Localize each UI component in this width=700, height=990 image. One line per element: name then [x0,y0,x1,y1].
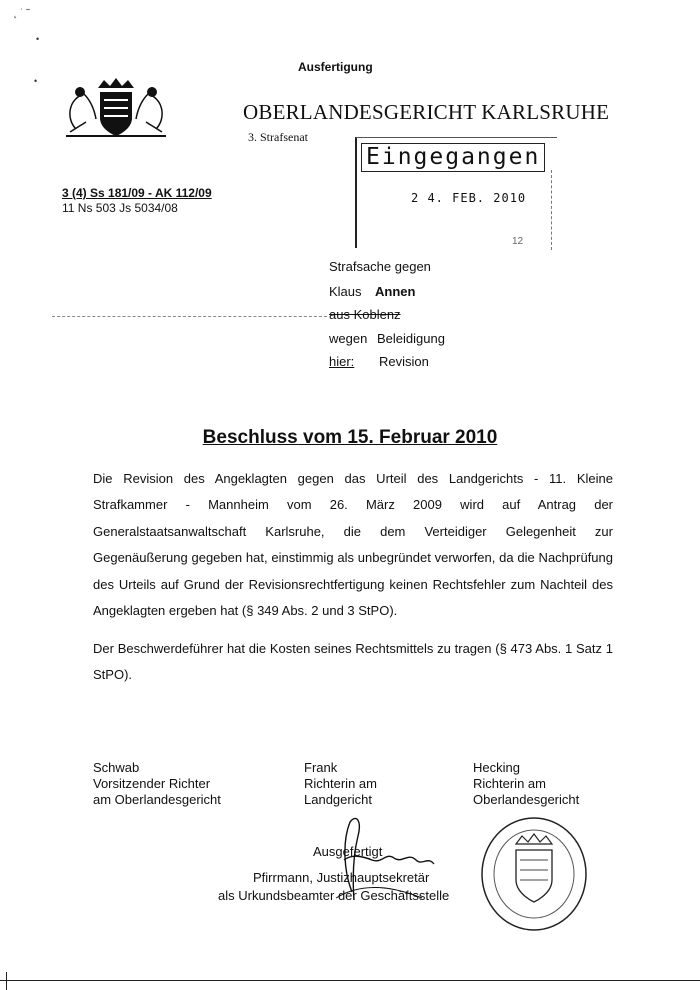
senate-label: 3. Strafsenat [248,130,308,144]
handwritten-signature-icon [322,812,442,902]
stamp-title: Eingegangen [361,143,545,172]
stamp-edge [551,170,553,250]
court-name: OBERLANDESGERICHT KARLSRUHE [243,100,610,124]
court-seal-icon [476,810,596,938]
judge-role: Richterin am [473,776,546,791]
stamp-code: 12 [512,236,524,247]
certification-label: Ausgefertigt [313,844,383,859]
judge-signature [473,760,579,808]
judge-signature [304,760,377,808]
stamp-date: 2 4. FEB. 2010 [411,191,527,205]
lower-file-number: 11 Ns 503 Js 5034/08 [62,201,178,215]
defendant-origin: aus Koblenz [329,307,401,322]
paragraph-costs: Der Beschwerdeführer hat die Kosten seines Rechtsmittels zu tragen (§ 473 Abs. 1 Satz 1 StPO). [93,641,613,683]
judge-court: am Oberlandesgericht [93,792,221,807]
decision-title: Beschluss vom 15. Februar 2010 [202,427,498,448]
scan-speck: ˛ ˙ ˜ [14,8,30,19]
clerk-office: als Urkundsbeamter der Geschäftsstelle [218,888,450,903]
paragraph-ruling: Die Revision des Angeklagten gegen das Urteil des Landgerichts - 11. Kleine Strafkammer - Mannheim vom 26. März 2009 wird auf Antrag der Generalstaatsanwaltschaft Karlsruhe, die dem Verteidiger Gelegenheit zur Gegenäußerung gegeben hat, einstimmig als unbegründet verworfen, da die Nachprüfung des Urteils auf Grund der Revisionsrechtfertigung keinen Rechtsfehler zum Nachteil des Angeklagten ergeben hat (§ 349 Abs. 2 und 3 StPO). [93,471,613,619]
judge-name: Schwab [93,760,140,775]
charge-value: Beleidigung [377,331,445,346]
clerk-name: Pfirrmann, Justizhauptsekretär [253,870,430,885]
scan-speck: • [34,76,38,86]
page-edge [0,980,700,981]
judge-role: Richterin am [304,776,377,791]
here-label: hier: [329,354,355,369]
file-number: 3 (4) Ss 181/09 - AK 112/09 [62,186,212,200]
page-edge [6,972,8,990]
defendant-last-name: Annen [375,284,416,299]
copy-label: Ausfertigung [298,60,373,74]
charge-label: wegen [329,331,368,346]
case-line: Strafsache gegen [329,259,431,274]
here-value: Revision [379,354,429,369]
scan-line [52,316,327,317]
scan-speck: • [36,34,40,44]
judge-court: Oberlandesgericht [473,792,580,807]
judge-name: Hecking [473,760,520,775]
judge-name: Frank [304,760,338,775]
defendant-first-name: Klaus [329,284,362,299]
judge-role: Vorsitzender Richter [93,776,211,791]
judge-court: Landgericht [304,792,372,807]
coat-of-arms-icon [56,74,176,144]
judge-signature [93,760,221,808]
